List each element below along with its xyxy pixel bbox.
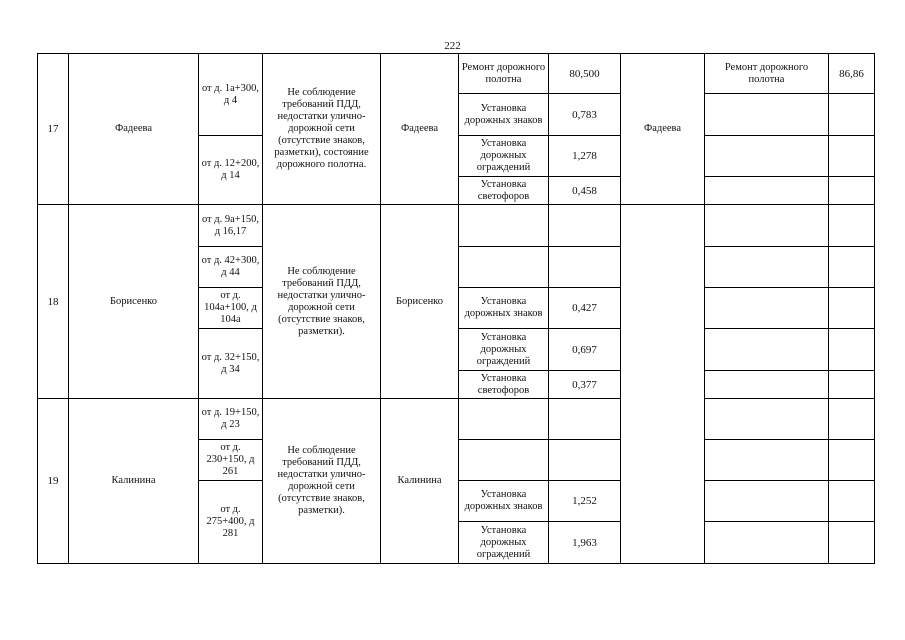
work-label: Установка светофоров xyxy=(459,371,549,399)
work-label: Установка дорожных знаков xyxy=(459,94,549,136)
table-row xyxy=(38,399,875,440)
address-range: от д. 230+150, д 261 xyxy=(199,440,263,481)
address-range: от д. 12+200, д 14 xyxy=(199,136,263,205)
work-value: 80,500 xyxy=(549,54,621,94)
work-value xyxy=(549,440,621,481)
work-value: 1,278 xyxy=(549,136,621,177)
table-row xyxy=(38,205,875,247)
empty-cell xyxy=(705,399,829,440)
address-range: от д. 42+300, д 44 xyxy=(199,247,263,288)
empty-cell xyxy=(705,481,829,522)
work-label xyxy=(459,205,549,247)
work-value xyxy=(549,247,621,288)
violation-text: Не соблюдение требований ПДД, недостатки улично-дорожной сети (отсутствие знаков, разметки). xyxy=(263,399,381,564)
violation-text: Не соблюдение требований ПДД, недостатки улично-дорожной сети (отсутствие знаков, разметки), состояние дорожного полотна. xyxy=(263,54,381,205)
responsible-name: Борисенко xyxy=(381,205,459,399)
work-value: 0,427 xyxy=(549,288,621,329)
work-value-2: 86,86 xyxy=(829,54,875,94)
responsible-name: Калинина xyxy=(381,399,459,564)
responsible-name: Фадеева xyxy=(381,54,459,205)
address-range: от д. 104а+100, д 104а xyxy=(199,288,263,329)
address-range: от д. 19+150, д 23 xyxy=(199,399,263,440)
work-value: 0,783 xyxy=(549,94,621,136)
empty-cell xyxy=(705,205,829,247)
work-value xyxy=(549,205,621,247)
empty-cell xyxy=(705,288,829,329)
address-range: от д. 275+400, д 281 xyxy=(199,481,263,564)
row-number: 19 xyxy=(38,399,69,564)
work-label-2 xyxy=(705,177,829,205)
report-table xyxy=(37,53,875,564)
work-label-2: Ремонт дорожного полотна xyxy=(705,54,829,94)
work-value: 0,377 xyxy=(549,371,621,399)
work-label: Установка дорожных ограждений xyxy=(459,136,549,177)
empty-cell xyxy=(829,205,875,247)
address-range: от д. 9а+150, д 16,17 xyxy=(199,205,263,247)
work-value-2 xyxy=(829,177,875,205)
work-value: 1,963 xyxy=(549,522,621,564)
empty-cell xyxy=(829,481,875,522)
work-value-2 xyxy=(829,136,875,177)
address-range: от д. 1а+300, д 4 xyxy=(199,54,263,136)
work-label xyxy=(459,399,549,440)
empty-cell xyxy=(829,371,875,399)
empty-cell xyxy=(705,440,829,481)
empty-cell xyxy=(705,247,829,288)
work-value: 1,252 xyxy=(549,481,621,522)
work-value: 0,458 xyxy=(549,177,621,205)
table-row xyxy=(38,54,875,94)
street-name: Борисенко xyxy=(69,205,199,399)
work-label: Установка дорожных ограждений xyxy=(459,522,549,564)
work-label: Ремонт дорожного полотна xyxy=(459,54,549,94)
work-label: Установка дорожных ограждений xyxy=(459,329,549,371)
empty-cell xyxy=(829,440,875,481)
empty-cell xyxy=(621,205,705,564)
empty-cell xyxy=(829,522,875,564)
row-number: 18 xyxy=(38,205,69,399)
page-number: 222 xyxy=(444,40,461,52)
row-number: 17 xyxy=(38,54,69,205)
work-label-2 xyxy=(705,94,829,136)
work-label xyxy=(459,440,549,481)
empty-cell xyxy=(829,329,875,371)
empty-cell xyxy=(705,522,829,564)
empty-cell xyxy=(829,399,875,440)
work-label: Установка дорожных знаков xyxy=(459,481,549,522)
work-value: 0,697 xyxy=(549,329,621,371)
work-label-2 xyxy=(705,136,829,177)
street-name-2: Фадеева xyxy=(621,54,705,205)
empty-cell xyxy=(705,371,829,399)
work-label xyxy=(459,247,549,288)
address-range: от д. 32+150, д 34 xyxy=(199,329,263,399)
work-value-2 xyxy=(829,94,875,136)
empty-cell xyxy=(829,247,875,288)
work-label: Установка светофоров xyxy=(459,177,549,205)
street-name: Калинина xyxy=(69,399,199,564)
work-label: Установка дорожных знаков xyxy=(459,288,549,329)
empty-cell xyxy=(705,329,829,371)
violation-text: Не соблюдение требований ПДД, недостатки улично-дорожной сети (отсутствие знаков, разметки). xyxy=(263,205,381,399)
work-value xyxy=(549,399,621,440)
empty-cell xyxy=(829,288,875,329)
street-name: Фадеева xyxy=(69,54,199,205)
